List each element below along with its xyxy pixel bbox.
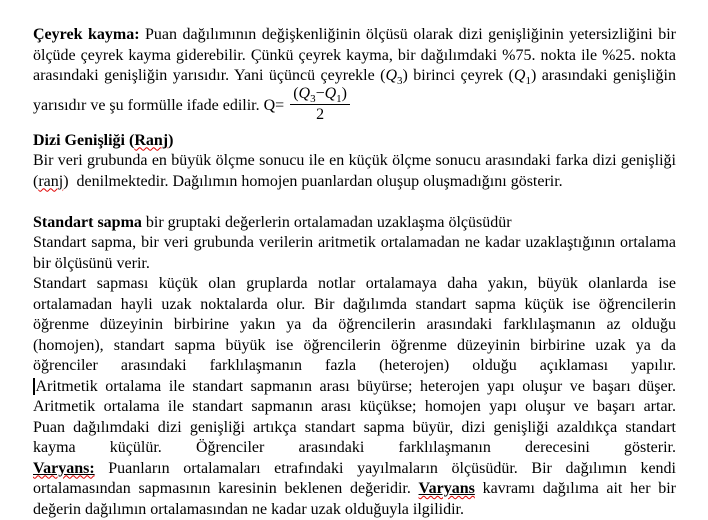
term-varyans bbox=[33, 460, 95, 477]
ceyrek-body-a: Puan dağılımının değişkenliğinin ölçüsü olarak dizi genişliğinin yetersizliğini bir ölçüde çeyrek kayma giderebilir. Çünkü çeyrek kayma, bir dağılımdaki %75. nokta ile %25. nokta arasındaki genişliğin yarısıdır. Yani üçüncü çeyrekle ( bbox=[33, 26, 677, 84]
misspelled-word-varyans: Varyans: bbox=[33, 459, 95, 477]
paragraph-standart-sapma-1: Standart sapma, bir veri grubunda verilerin aritmetik ortalamadan ne kadar uzaklaştığının ortalama bir ölçüsünü verir. bbox=[33, 234, 676, 272]
standart-sapma-head-rest: bir gruptaki değerlerin ortalamadan uzaklaşma ölçüsüdür bbox=[141, 213, 512, 231]
q3-symbol: Q bbox=[385, 67, 398, 84]
paragraph-varyans bbox=[33, 459, 676, 520]
text-cursor bbox=[33, 378, 35, 395]
ceyrek-body-c: ) arasındaki genişliğin yarısıdır ve şu formülle ifade edilir. Q= bbox=[33, 67, 676, 114]
heading-dizi-genisligi bbox=[33, 131, 676, 152]
formula-minus: − bbox=[315, 84, 325, 102]
varyans-body-b: kavramı dağılıma ait her bir değerin dağılımın ortalamasından ne kadar uzak olduğuyla ilgilidir. bbox=[33, 480, 677, 518]
paragraph-standart-sapma-2: Standart sapması küçük olan gruplarda notlar ortalamaya daha yakın, büyük olanlarda ise ortalamadan hayli uzak noktalarda olur. Bir dağılımda standart sapma küçük ise öğrencilerin öğrenme düzeyinin birbirine yakın ya da öğrencilerin arasındaki farklılaşmanın az olduğu (homojen), standart sapma büyük ise öğrencilerin öğrenme düzeyinin birbirine uzak ya da öğrenciler arasındaki farklılaşmanın fazla (heterojen) olduğu açıklaması yapılır. bbox=[33, 275, 676, 374]
formula-q3: Q bbox=[298, 84, 311, 102]
formula-q1: Q bbox=[324, 84, 337, 102]
varyans-body-a: Puanların ortalamaları etrafındaki yayılmaların ölçüsüdür. Bir dağılımın kendi ortalamasından sapmasının karesinin beklenen değeridir. bbox=[33, 459, 676, 497]
q1-subscript: 1 bbox=[525, 75, 531, 88]
misspelled-word-ranj-lower: ranj bbox=[38, 172, 64, 190]
formula-q1-sub: 1 bbox=[336, 92, 342, 105]
heading-lead: Dizi Genişliği ( bbox=[33, 131, 135, 149]
term-standart-sapma: Standart sapma bbox=[33, 213, 142, 231]
heading-close: ) bbox=[168, 131, 174, 149]
paragraph-standart-sapma-4: Puan dağılımdaki dizi genişliği artıkça standart sapma büyür, dizi genişliği azaldıkça standart kayma küçülür. Öğrenciler arasındaki farklılaşmanın derecesini gösterir. bbox=[33, 418, 676, 456]
paragraph-standart-sapma-3 bbox=[33, 377, 676, 418]
ranj-body-a: Bir veri grubunda en büyük ölçme sonucu ile en küçük ölçme sonucu arasındaki farka dizi genişliği ( bbox=[33, 152, 676, 190]
misspelled-word-varyans-2: Varyans bbox=[418, 480, 475, 497]
paragraph-standart-sapma-head bbox=[33, 213, 676, 234]
q1-symbol: Q bbox=[513, 67, 526, 84]
standart-sapma-3-text: Aritmetik ortalama ile standart sapmanın arası büyürse; heterojen yapı oluşur ve başarı düşer. Aritmetik ortalama ile standart sapmanın arası küçükse; homojen yapı oluşur ve başarı artar. bbox=[33, 377, 676, 415]
formula-open-paren: ( bbox=[293, 84, 299, 102]
formula-numerator bbox=[290, 85, 350, 105]
paragraph-dizi-genisligi bbox=[33, 151, 676, 192]
term-ceyrek-kayma: Çeyrek kayma: bbox=[33, 26, 140, 43]
document-text-area[interactable] bbox=[33, 0, 676, 520]
ranj-body-b: ) denilmektedir. Dağılımın homojen puanlardan oluşup oluşmadığını gösterir. bbox=[63, 172, 563, 190]
misspelled-word-ranj: Ranj bbox=[134, 131, 169, 149]
ceyrek-body-b: ) birinci çeyrek ( bbox=[402, 67, 514, 84]
formula-q3-sub: 3 bbox=[310, 92, 316, 105]
term-varyans-2 bbox=[419, 480, 475, 497]
q3-subscript: 3 bbox=[397, 75, 403, 88]
formula-close-paren: ) bbox=[341, 84, 347, 102]
empty-line bbox=[33, 192, 676, 213]
formula-denominator: 2 bbox=[316, 105, 325, 123]
quartile-deviation-formula bbox=[290, 85, 350, 124]
paragraph-ceyrek-kayma bbox=[33, 25, 676, 126]
